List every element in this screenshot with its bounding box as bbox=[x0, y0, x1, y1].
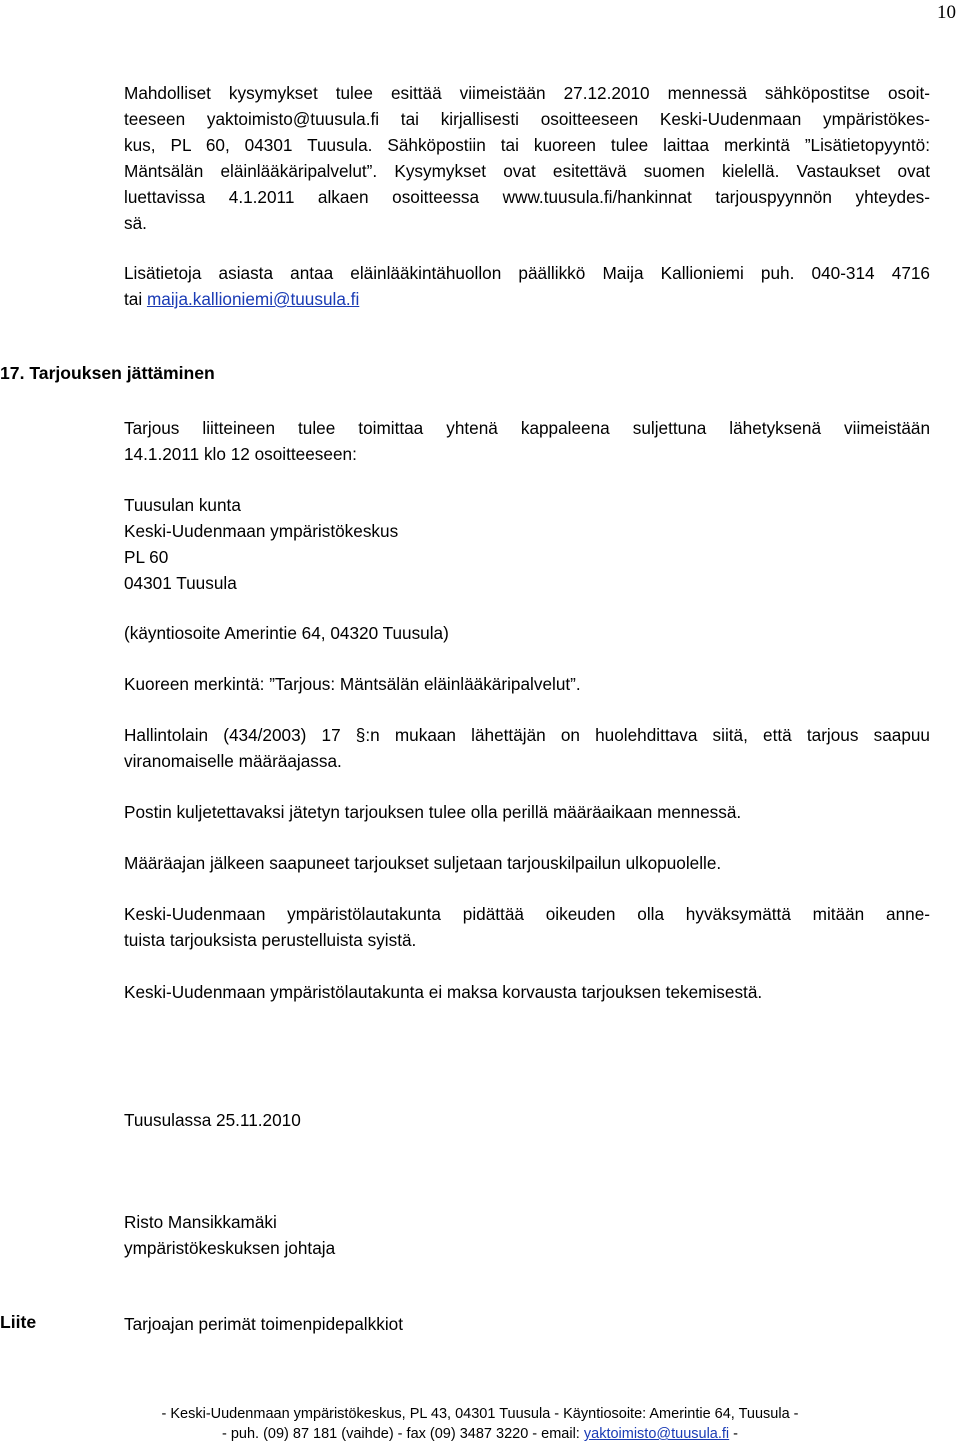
intro-line: Mahdolliset kysymykset tulee esittää viimeistään 27.12.2010 mennessä sähköpostitse osoit- bbox=[124, 83, 930, 103]
late-note: Määräajan jälkeen saapuneet tarjoukset suljetaan tarjouskilpailun ulkopuolelle. bbox=[124, 853, 722, 873]
info-paragraph bbox=[124, 260, 930, 312]
intro-line: teeseen yaktoimisto@tuusula.fi tai kirjallisesti osoitteeseen Keski-Uudenmaan ympäristökes- bbox=[124, 109, 930, 129]
signer-title: ympäristökeskuksen johtaja bbox=[124, 1238, 336, 1258]
submission-paragraph bbox=[124, 415, 930, 467]
address-line: Tuusulan kunta bbox=[124, 495, 241, 515]
address-line: PL 60 bbox=[124, 547, 169, 567]
costs-note: Keski-Uudenmaan ympäristölautakunta ei maksa korvausta tarjouksen tekemisestä. bbox=[124, 982, 763, 1002]
intro-line: kus, PL 60, 04301 Tuusula. Sähköpostiin tai kuoreen tulee laittaa merkintä ”Lisätietopyyntö: bbox=[124, 135, 930, 155]
attachment-label: Liite bbox=[0, 1312, 37, 1332]
footer bbox=[0, 1404, 960, 1444]
footer-email-link[interactable]: yaktoimisto@tuusula.fi bbox=[583, 1426, 730, 1442]
address-line: 04301 Tuusula bbox=[124, 573, 237, 593]
section-heading: 17. Tarjouksen jättäminen bbox=[0, 363, 215, 383]
email-link[interactable]: maija.kallioniemi@tuusula.fi bbox=[146, 289, 360, 309]
visit-address: (käyntiosoite Amerintie 64, 04320 Tuusula) bbox=[124, 623, 449, 643]
footer-line bbox=[0, 1424, 960, 1444]
info-line bbox=[124, 286, 930, 312]
place-date: Tuusulassa 25.11.2010 bbox=[124, 1110, 301, 1130]
signature-block bbox=[124, 1209, 335, 1261]
attachment-text: Tarjoajan perimät toimenpidepalkkiot bbox=[124, 1314, 403, 1334]
rights-paragraph bbox=[124, 901, 930, 953]
intro-paragraph bbox=[124, 80, 930, 236]
submission-line: Tarjous liitteineen tulee toimittaa yhtenä kappaleena suljettuna lähetyksenä viimeistään bbox=[124, 418, 930, 438]
law-line: viranomaiselle määräajassa. bbox=[124, 751, 342, 771]
info-line: Lisätietoja asiasta antaa eläinlääkintähuollon päällikkö Maija Kallioniemi puh. 040-314 4716 bbox=[124, 263, 930, 283]
info-prefix: tai bbox=[124, 289, 147, 309]
footer-contact: - puh. (09) 87 181 (vaihde) - fax (09) 3487 3220 - email: bbox=[221, 1426, 584, 1442]
intro-line: sä. bbox=[124, 213, 147, 233]
page-number: 10 bbox=[937, 2, 956, 23]
law-line: Hallintolain (434/2003) 17 §:n mukaan lähettäjän on huolehdittava siitä, että tarjous saapuu bbox=[124, 725, 930, 745]
intro-line: luettavissa 4.1.2011 alkaen osoitteessa www.tuusula.fi/hankinnat tarjouspyynnön yhteydes- bbox=[124, 187, 930, 207]
signer-name: Risto Mansikkamäki bbox=[124, 1212, 277, 1232]
postal-note: Postin kuljetettavaksi jätetyn tarjouksen tulee olla perillä määräaikaan mennessä. bbox=[124, 802, 742, 822]
intro-line: Mäntsälän eläinlääkäripalvelut”. Kysymykset ovat esitettävä suomen kielellä. Vastaukset ovat bbox=[124, 161, 930, 181]
footer-suffix: - bbox=[729, 1426, 739, 1442]
footer-line: - Keski-Uudenmaan ympäristökeskus, PL 43, 04301 Tuusula - Käyntiosoite: Amerintie 64, Tuusula - bbox=[161, 1406, 799, 1422]
rights-line: Keski-Uudenmaan ympäristölautakunta pidättää oikeuden olla hyväksymättä mitään anne- bbox=[124, 904, 930, 924]
address-block bbox=[124, 492, 398, 596]
rights-line: tuista tarjouksista perustelluista syistä. bbox=[124, 930, 417, 950]
envelope-marking: Kuoreen merkintä: ”Tarjous: Mäntsälän eläinlääkäripalvelut”. bbox=[124, 674, 581, 694]
law-paragraph bbox=[124, 722, 930, 774]
address-line: Keski-Uudenmaan ympäristökeskus bbox=[124, 521, 399, 541]
submission-line: 14.1.2011 klo 12 osoitteeseen: bbox=[124, 444, 357, 464]
